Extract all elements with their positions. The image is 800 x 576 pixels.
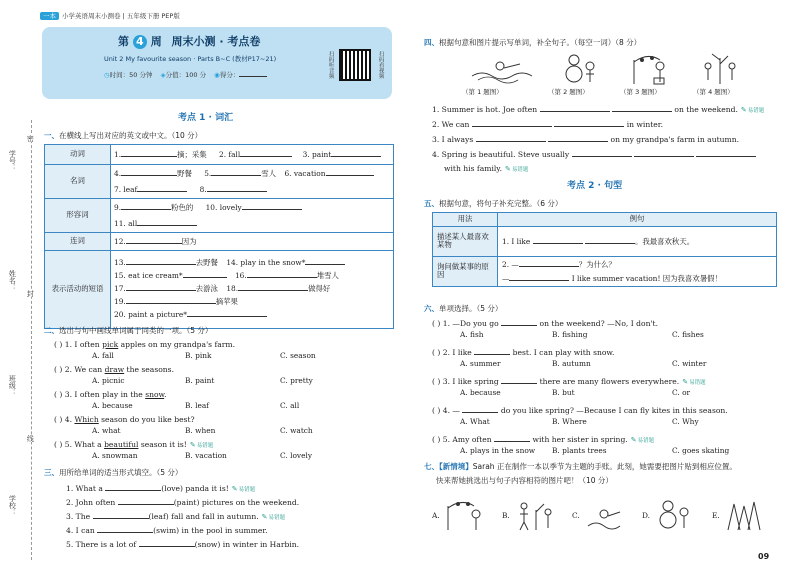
q2-post: apples on my grandpa's farm. bbox=[118, 340, 236, 349]
section-7-title: 七、【新情境】Sarah 正在制作一本以季节为主题的手账。此刻，她需要把图片贴到相应位置。 bbox=[424, 462, 737, 471]
q2-underlined: pick bbox=[102, 340, 119, 349]
q6-option-b: B. fishing bbox=[552, 330, 588, 339]
q4-4: 4. Spring is beautiful. Steve usually bbox=[432, 149, 756, 159]
info-line: ◷时间：50 分钟 ◈分值：100 分 ◉得分： bbox=[104, 69, 267, 80]
name-label: 姓名： bbox=[8, 270, 17, 291]
q3-pre: 2. John often bbox=[66, 498, 116, 507]
q2-option-a: A. what bbox=[92, 426, 121, 435]
q6-option-a: A. because bbox=[460, 388, 501, 397]
q2-post: season do you like best? bbox=[98, 415, 195, 424]
header-box bbox=[42, 27, 392, 99]
section-2-title: 二、选出与句中画线单词属于同类的一项。（5 分） bbox=[44, 326, 213, 335]
col-example: 例句 bbox=[498, 213, 777, 227]
vocab-head-phrase: 表示活动的短语 bbox=[45, 251, 111, 329]
q6-tag: ✎ 易错题 bbox=[682, 378, 705, 387]
brand-badge: 一本 bbox=[40, 12, 59, 20]
answer-blank[interactable] bbox=[474, 347, 510, 355]
q6-stem-rest: do you like spring? —Because I can fly kites in this season. bbox=[500, 406, 728, 415]
q6-tag: ✎ 易错题 bbox=[631, 436, 654, 445]
section-3-title: 三、用所给单词的适当形式填空。（5 分） bbox=[44, 468, 183, 477]
week-title: 第 4 周 周末小测 · 考点卷 bbox=[118, 35, 261, 48]
q2-option-a: A. because bbox=[92, 401, 133, 410]
vocab-row-noun: 4. 野餐 5. 雪人 6. vacation 7. leaf 8. bbox=[111, 165, 394, 199]
q2-underlined: draw bbox=[104, 365, 125, 374]
q3-post: (snow) in winter in Harbin. bbox=[194, 540, 300, 549]
q2-underlined: beautiful bbox=[104, 440, 139, 449]
q6-stem-rest: there are many flowers everywhere. bbox=[539, 377, 680, 386]
q6-item: ( ) 4. — do you like spring? —Because I can fly kites in this season. bbox=[432, 406, 728, 415]
seal-char-2: 封 bbox=[26, 290, 35, 297]
student-id-label: 学号： bbox=[8, 150, 17, 171]
q3-pre: 1. What a bbox=[66, 484, 103, 493]
q6-option-b: B. Where bbox=[552, 417, 587, 426]
seal-char-1: 密 bbox=[26, 135, 35, 142]
top-bar: 一本 小学英语周末小测卷 | 五年级下册 PEP版 bbox=[40, 13, 180, 21]
pic-label-4: （第 4 题图） bbox=[693, 88, 734, 96]
pic-b-planting-trees bbox=[514, 496, 554, 532]
q6-option-a: A. summer bbox=[460, 359, 501, 368]
q2-underlined: snow bbox=[145, 390, 165, 399]
q2-post: season it is! bbox=[138, 440, 187, 449]
section-5-title: 五、根据句意，将句子补充完整。（6 分） bbox=[424, 199, 563, 208]
q2-option-a: A. fall bbox=[92, 351, 114, 360]
q7-label: D. bbox=[642, 511, 651, 520]
q2-item: ( ) 4. Which season do you like best? bbox=[54, 415, 195, 424]
q7-label: B. bbox=[502, 511, 510, 520]
qr-audio-label: 扫码听音频 bbox=[327, 51, 334, 79]
q6-stem: 4. — bbox=[442, 406, 461, 415]
class-label: 班级： bbox=[8, 375, 17, 396]
vocab-head-adj: 形容词 bbox=[45, 199, 111, 233]
pic-1-swimming bbox=[470, 52, 540, 84]
q3-pre: 5. There is a lot of bbox=[66, 540, 137, 549]
q6-option-a: A. What bbox=[460, 417, 490, 426]
row-2-example: 2. — ？为什么？ — I like summer vacation! 因为我喜欢暑假！ bbox=[498, 256, 777, 286]
q6-option-b: B. but bbox=[552, 388, 575, 397]
q3-item bbox=[66, 539, 299, 549]
q3-post: (leaf) fall and fall in autumn. bbox=[148, 512, 259, 521]
q4-4-cont: with his family.✎ 易错题 bbox=[444, 164, 528, 174]
q2-option-b: B. when bbox=[185, 426, 216, 435]
q3-post: (paint) pictures on the weekend. bbox=[173, 498, 300, 507]
binding-line bbox=[31, 120, 32, 560]
q3-item bbox=[66, 497, 299, 507]
pic-3-apples bbox=[630, 50, 670, 86]
q3-tag: ✎ 易错题 bbox=[232, 485, 255, 494]
q2-option-b: B. vacation bbox=[185, 451, 227, 460]
q2-pre: 3. I often play in the bbox=[64, 390, 146, 399]
q6-option-c: C. winter bbox=[672, 359, 707, 368]
q2-item: ( ) 5. What a beautiful season it is!✎ 易错题 bbox=[54, 440, 213, 450]
answer-blank[interactable] bbox=[93, 511, 149, 519]
q2-post: . bbox=[164, 390, 167, 399]
q2-underlined: Which bbox=[74, 415, 99, 424]
q3-item bbox=[66, 525, 268, 535]
q6-item: ( ) 3. I like spring there are many flowers everywhere.✎ 易错题 bbox=[432, 376, 706, 387]
unit-line: Unit 2 My favourite season · Parts B~C (教材P17~21) bbox=[104, 55, 277, 63]
q6-stem: 5. Amy often bbox=[442, 435, 492, 444]
sentence-table bbox=[432, 212, 777, 287]
q3-pre: 4. I can bbox=[66, 526, 95, 535]
q2-option-c: C. lovely bbox=[280, 451, 312, 460]
answer-blank[interactable] bbox=[139, 539, 195, 547]
pic-a-picking-apples bbox=[444, 496, 484, 532]
q6-stem: 1. —Do you go bbox=[442, 319, 499, 328]
q2-option-a: A. snowman bbox=[92, 451, 138, 460]
q7-label: A. bbox=[432, 511, 440, 520]
q6-option-b: B. autumn bbox=[552, 359, 591, 368]
pic-d-snowman bbox=[654, 496, 694, 532]
topic1-title: 考点 1 · 词汇 bbox=[178, 113, 234, 123]
answer-blank[interactable] bbox=[494, 434, 530, 442]
pic-label-3: （第 3 题图） bbox=[620, 88, 661, 96]
q2-item: ( ) 2. We can draw the seasons. bbox=[54, 365, 174, 374]
q6-option-c: C. or bbox=[672, 388, 691, 397]
vocab-head-conj: 连词 bbox=[45, 233, 111, 251]
row-1-usage: 描述某人最喜欢某物 bbox=[433, 226, 498, 256]
q2-option-c: C. season bbox=[280, 351, 316, 360]
q3-item bbox=[66, 511, 285, 522]
vocab-row-conj: 12. 因为 bbox=[111, 233, 394, 251]
q3-item bbox=[66, 483, 255, 494]
pic-c-swimming bbox=[584, 496, 624, 532]
qr-video-label: 扫码看视频 bbox=[377, 51, 384, 79]
q2-option-b: B. pink bbox=[185, 351, 212, 360]
answer-blank[interactable] bbox=[501, 376, 537, 384]
section-1-title: 一、在横线上写出对应的英文或中文。（10 分） bbox=[44, 131, 203, 140]
vocab-head-verb: 动词 bbox=[45, 145, 111, 165]
q2-option-a: A. picnic bbox=[92, 376, 125, 385]
q3-pre: 3. The bbox=[66, 512, 91, 521]
q2-pre: 2. We can bbox=[64, 365, 105, 374]
q3-post: (love) panda it is! bbox=[161, 484, 229, 493]
pic-2-snowman bbox=[560, 50, 600, 86]
seal-char-3: 线 bbox=[26, 435, 35, 442]
vocab-row-verb: 1. 摘；采集 2. fall 3. paint bbox=[111, 145, 394, 165]
row-1-example: 1. I like 。我最喜欢秋天。 bbox=[498, 226, 777, 256]
section-4-title: 四、根据句意和图片提示写单词，补全句子。（每空一词）（8 分） bbox=[424, 38, 642, 47]
q3-post: (swim) in the pool in summer. bbox=[153, 526, 268, 535]
answer-blank[interactable] bbox=[462, 405, 498, 413]
q6-option-c: C. goes skating bbox=[672, 446, 730, 455]
q2-option-c: C. pretty bbox=[280, 376, 313, 385]
q6-item: ( ) 5. Amy often with her sister in spring.✎ 易错题 bbox=[432, 434, 654, 445]
vocab-row-phrase: 13. 去野餐 14. play in the snow* 15. eat ice cream* 16. 堆雪人 17. 去游泳 18. 做得好 19. 摘苹果 20. paint a picture* bbox=[111, 251, 394, 329]
col-usage: 用法 bbox=[433, 213, 498, 227]
answer-blank[interactable] bbox=[97, 525, 153, 533]
q2-option-c: C. watch bbox=[280, 426, 313, 435]
q6-option-c: C. fishes bbox=[672, 330, 704, 339]
q4-3: 3. I always on my grandpa's farm in autumn. bbox=[432, 135, 740, 144]
q2-option-c: C. all bbox=[280, 401, 300, 410]
q6-stem: 2. I like bbox=[442, 348, 472, 357]
pic-4-planting bbox=[700, 50, 740, 86]
q6-stem: 3. I like spring bbox=[442, 377, 499, 386]
pic-e-autumn-leaves bbox=[724, 496, 764, 532]
pic-label-2: （第 2 题图） bbox=[548, 88, 589, 96]
q2-pre: 1. I often bbox=[64, 340, 103, 349]
q2-pre: 5. What a bbox=[64, 440, 105, 449]
q4-1: 1. Summer is hot. Joe often on the weekend.✎ 易错题 bbox=[432, 104, 764, 115]
q2-pre: 4. bbox=[64, 415, 75, 424]
score-icon: ◈ bbox=[160, 71, 166, 79]
section-6-title: 六、单项选择。（5 分） bbox=[424, 304, 503, 313]
topic2-title: 考点 2 · 句型 bbox=[567, 181, 623, 191]
week-number-badge: 4 bbox=[133, 35, 147, 49]
q6-option-c: C. Why bbox=[672, 417, 699, 426]
q7-label: C. bbox=[572, 511, 580, 520]
q2-option-b: B. paint bbox=[185, 376, 215, 385]
row-2-usage: 询问做某事的原因 bbox=[433, 256, 498, 286]
q6-option-a: A. fish bbox=[460, 330, 484, 339]
q6-item: ( ) 2. I like best. I can play with snow. bbox=[432, 348, 615, 357]
page-number: 09 bbox=[758, 552, 770, 561]
q6-option-a: A. plays in the snow bbox=[460, 446, 536, 455]
q6-stem-rest: best. I can play with snow. bbox=[512, 348, 615, 357]
q7-label: E. bbox=[712, 511, 720, 520]
q6-option-b: B. plants trees bbox=[552, 446, 607, 455]
q6-item: ( ) 1. —Do you go on the weekend? —No, I don't. bbox=[432, 319, 659, 328]
q2-tag: ✎ 易错题 bbox=[190, 441, 213, 450]
vocab-table bbox=[44, 144, 394, 329]
section-7-line2: 快来帮她挑选出与句子内容相符的图片吧！（10 分） bbox=[436, 476, 613, 485]
vocab-row-adj: 9. 粉色的 10. lovely 11. all bbox=[111, 199, 394, 233]
pic-label-1: （第 1 题图） bbox=[462, 88, 503, 96]
school-label: 学校： bbox=[8, 495, 17, 516]
q2-post: the seasons. bbox=[124, 365, 174, 374]
q2-option-b: B. leaf bbox=[185, 401, 210, 410]
q2-item: ( ) 3. I often play in the snow. bbox=[54, 390, 167, 399]
got-icon: ◉ bbox=[214, 71, 220, 79]
clock-icon: ◷ bbox=[104, 71, 110, 79]
answer-blank[interactable] bbox=[118, 497, 174, 505]
qr-code[interactable] bbox=[339, 49, 371, 81]
answer-blank[interactable] bbox=[501, 318, 537, 326]
q6-stem-rest: with her sister in spring. bbox=[532, 435, 628, 444]
q3-tag: ✎ 易错题 bbox=[262, 513, 285, 522]
q6-stem-rest: on the weekend? —No, I don't. bbox=[539, 319, 659, 328]
q2-item: ( ) 1. I often pick apples on my grandpa's farm. bbox=[54, 340, 236, 349]
vocab-head-noun: 名词 bbox=[45, 165, 111, 199]
answer-blank[interactable] bbox=[105, 483, 161, 491]
q4-2: 2. We can in winter. bbox=[432, 120, 664, 129]
